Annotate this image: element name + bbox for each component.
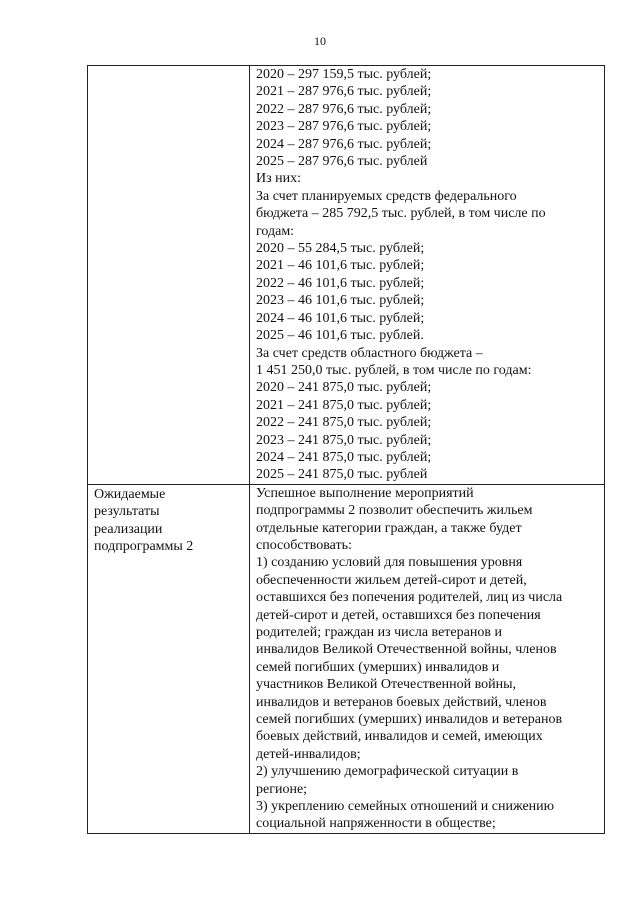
row-label-cell <box>88 66 250 485</box>
results-label-cell <box>88 484 250 833</box>
results-label-line: результаты <box>94 504 160 520</box>
financing-line: 2021 – 46 101,6 тыс. рублей; <box>256 258 425 274</box>
financing-line: 2021 – 287 976,6 тыс. рублей; <box>256 84 432 100</box>
results-line: социальной напряженности в обществе; <box>256 816 496 832</box>
results-line: детей-инвалидов; <box>256 746 361 762</box>
financing-line: 2022 – 287 976,6 тыс. рублей; <box>256 101 432 117</box>
results-line: обеспеченности жильем детей-сирот и детей, <box>256 572 527 588</box>
results-line: детей-сирот и детей, оставшихся без попечения <box>256 607 541 623</box>
results-line: оставшихся без попечения родителей, лиц из числа <box>256 590 563 606</box>
table-row <box>88 484 605 833</box>
results-line: регионе; <box>256 781 308 797</box>
financing-content-cell <box>250 66 605 485</box>
results-label-line: подпрограммы 2 <box>94 538 194 554</box>
financing-line: 1 451 250,0 тыс. рублей, в том числе по годам: <box>256 362 532 378</box>
results-line: 2) улучшению демографической ситуации в <box>256 764 519 780</box>
results-label-line: Ожидаемые <box>94 486 166 502</box>
financing-line: 2020 – 55 284,5 тыс. рублей; <box>256 241 425 257</box>
results-line: инвалидов и ветеранов боевых действий, членов <box>256 694 547 710</box>
results-line: семей погибших (умерших) инвалидов и ветеранов <box>256 712 563 728</box>
financing-line: 2023 – 287 976,6 тыс. рублей; <box>256 119 432 135</box>
financing-line: 2023 – 46 101,6 тыс. рублей; <box>256 293 425 309</box>
results-line: Успешное выполнение мероприятий <box>256 485 474 501</box>
financing-line: 2022 – 46 101,6 тыс. рублей; <box>256 275 425 291</box>
financing-line: Из них: <box>256 171 302 187</box>
results-line: боевых действий, инвалидов и семей, имеющих <box>256 729 543 745</box>
financing-line: За счет средств областного бюджета – <box>256 345 483 361</box>
page-number: 10 <box>314 34 326 48</box>
results-line: отдельные категории граждан, а также будет <box>256 520 522 536</box>
financing-line: 2022 – 241 875,0 тыс. рублей; <box>256 415 432 431</box>
results-line: участников Великой Отечественной войны, <box>256 677 517 693</box>
financing-line: бюджета – 285 792,5 тыс. рублей, в том числе по <box>256 206 546 222</box>
results-line: способствовать: <box>256 537 352 553</box>
financing-line: годам: <box>256 223 295 239</box>
financing-line: 2024 – 46 101,6 тыс. рублей; <box>256 310 425 326</box>
financing-line: 2025 – 46 101,6 тыс. рублей. <box>256 328 424 344</box>
financing-line: 2025 – 287 976,6 тыс. рублей <box>256 154 428 170</box>
financing-line: 2024 – 287 976,6 тыс. рублей; <box>256 136 432 152</box>
financing-line: 2023 – 241 875,0 тыс. рублей; <box>256 432 432 448</box>
results-line: 1) созданию условий для повышения уровня <box>256 555 523 571</box>
financing-line: 2020 – 297 159,5 тыс. рублей; <box>256 67 432 82</box>
financing-line: 2024 – 241 875,0 тыс. рублей; <box>256 449 432 465</box>
financing-line: За счет планируемых средств федерального <box>256 188 517 204</box>
results-line: родителей; граждан из числа ветеранов и <box>256 625 502 640</box>
results-label-line: реализации <box>94 521 163 537</box>
program-passport-table <box>87 65 605 834</box>
table-row <box>88 66 605 485</box>
financing-line: 2020 – 241 875,0 тыс. рублей; <box>256 380 432 396</box>
financing-line: 2025 – 241 875,0 тыс. рублей <box>256 467 428 483</box>
results-line: семей погибших (умерших) инвалидов и <box>256 659 500 675</box>
results-line: 3) укреплению семейных отношений и снижению <box>256 799 555 815</box>
results-content-cell <box>250 484 605 833</box>
financing-line: 2021 – 241 875,0 тыс. рублей; <box>256 397 432 413</box>
results-line: подпрограммы 2 позволит обеспечить жильем <box>256 503 533 519</box>
results-line: инвалидов Великой Отечественной войны, членов <box>256 642 557 658</box>
